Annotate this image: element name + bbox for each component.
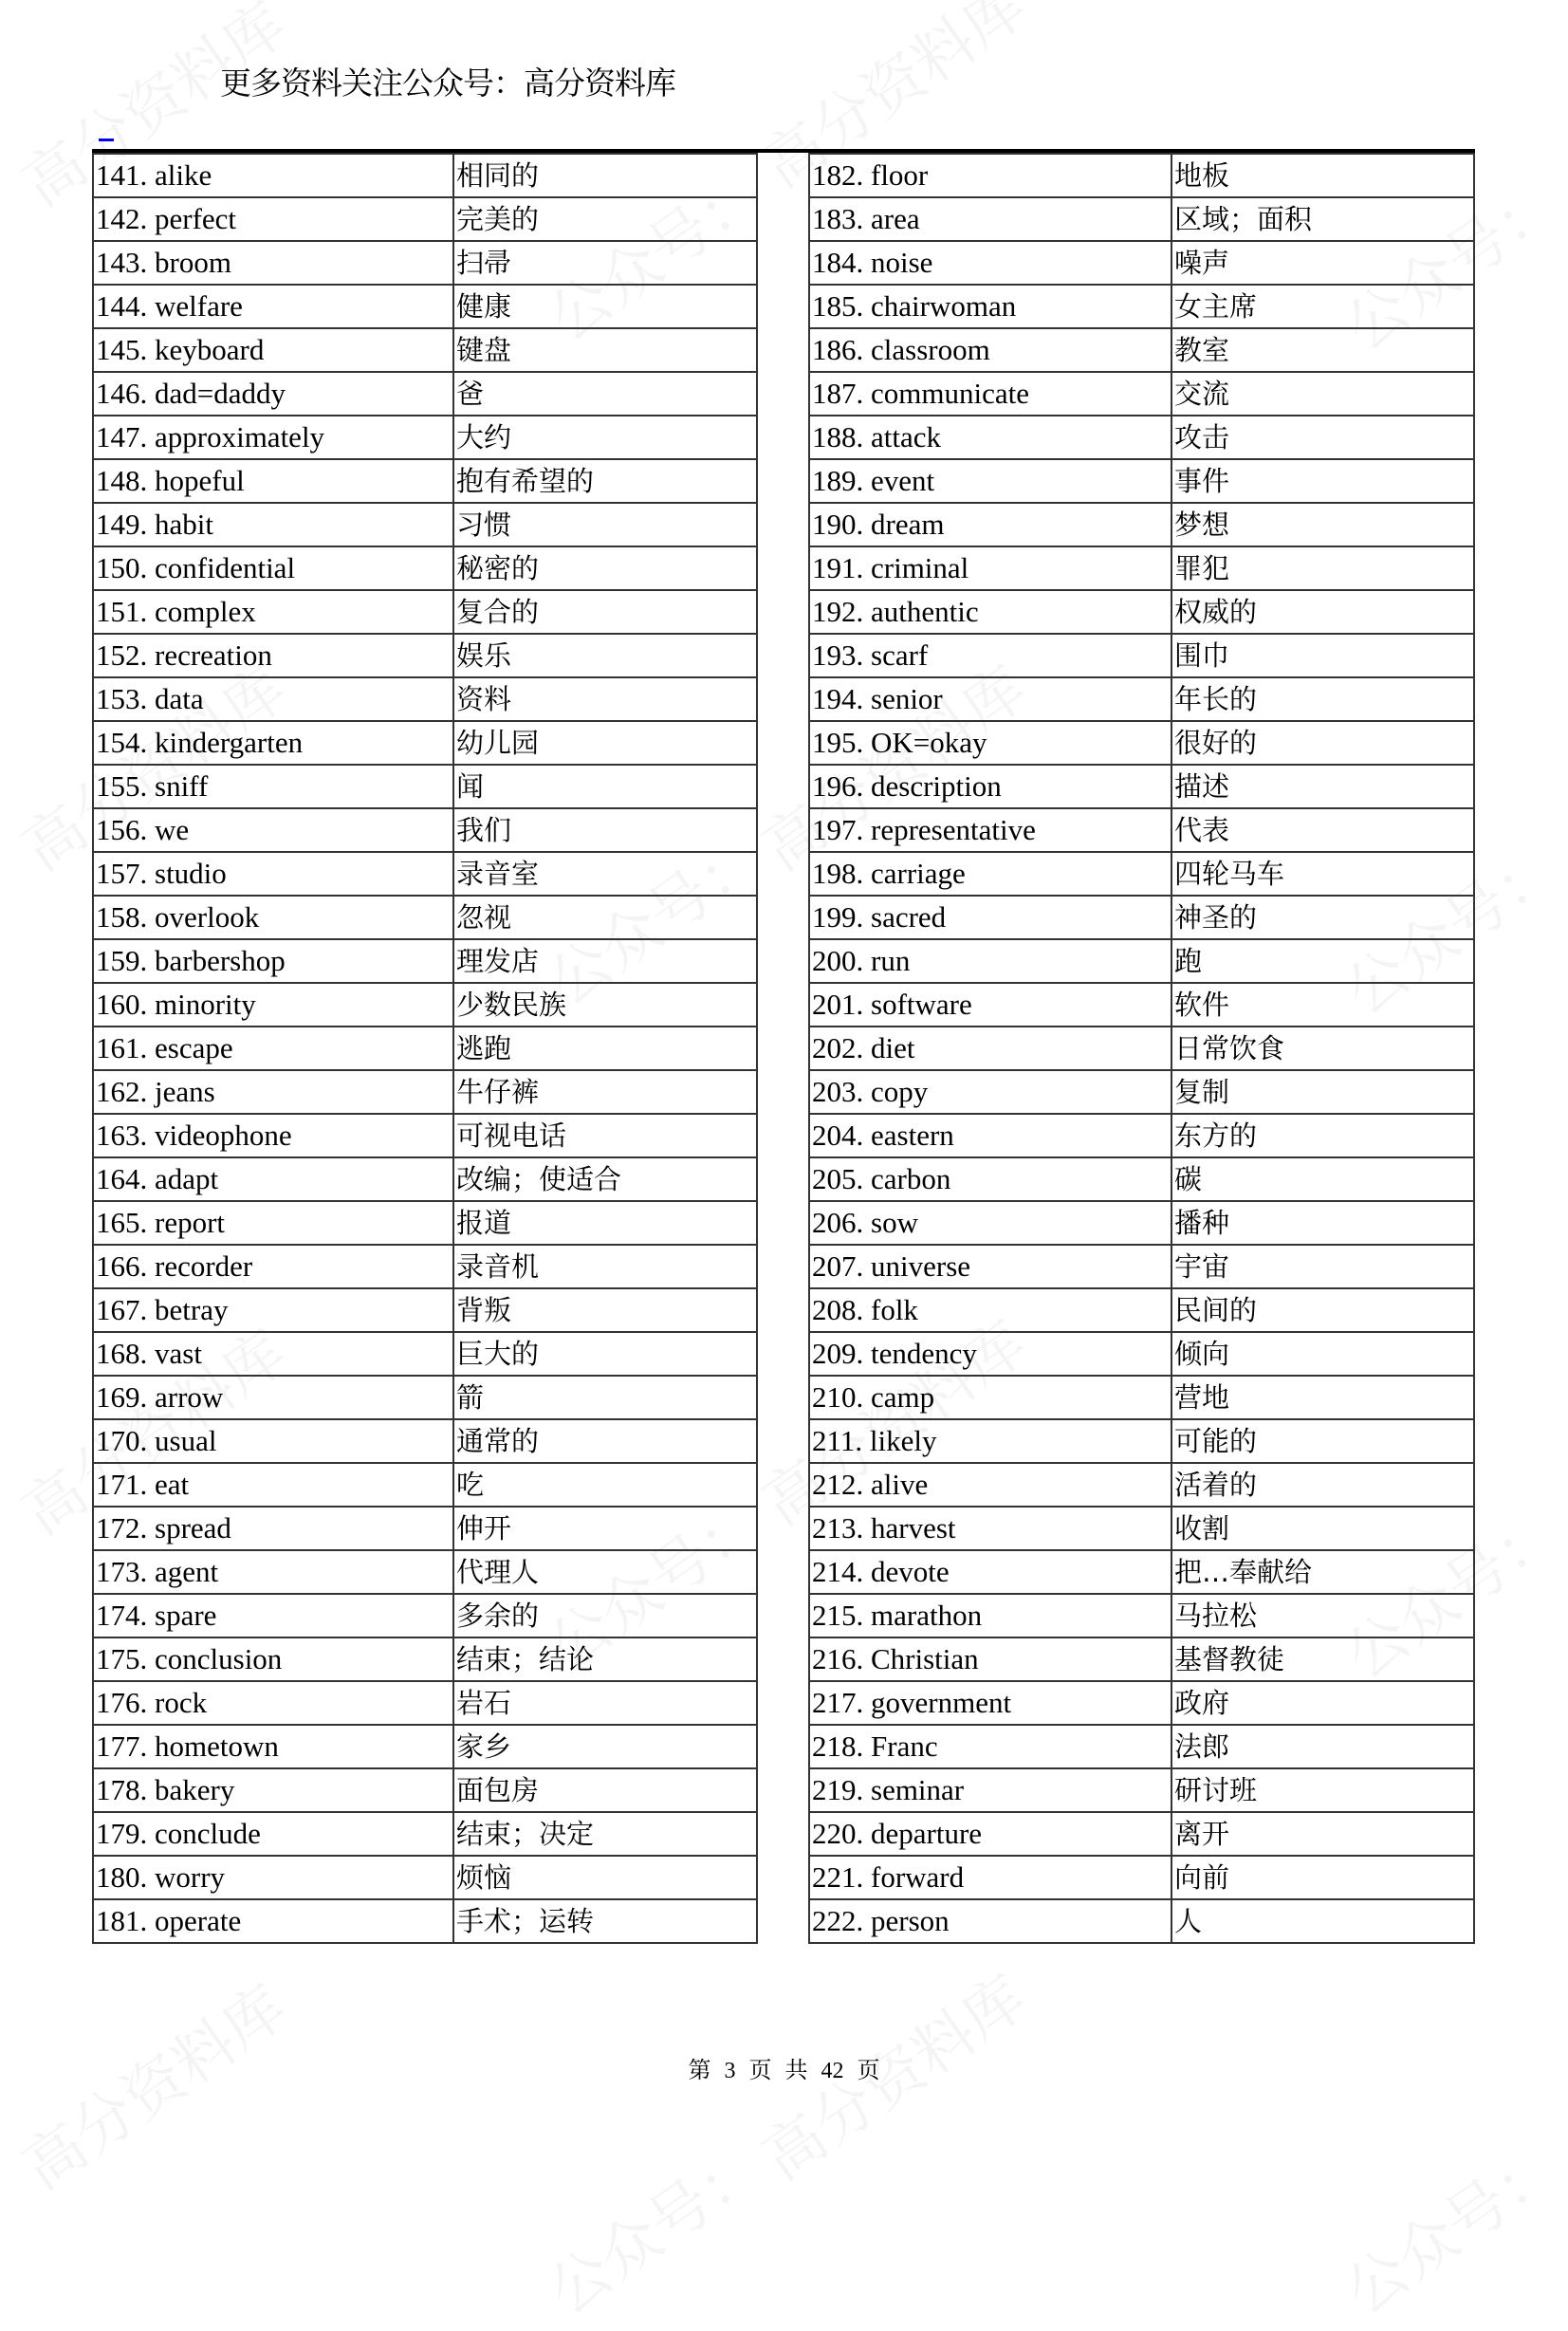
chinese-meaning: 改编；使适合 xyxy=(453,1157,757,1201)
chinese-meaning: 理发店 xyxy=(453,939,757,983)
table-row xyxy=(93,1768,757,1812)
english-word: 168. vast xyxy=(93,1332,453,1376)
chinese-meaning: 碳 xyxy=(1171,1157,1474,1201)
table-row xyxy=(809,808,1474,852)
table-row xyxy=(809,372,1474,416)
chinese-meaning: 多余的 xyxy=(453,1594,757,1637)
table-row xyxy=(809,1157,1474,1201)
table-row xyxy=(809,1856,1474,1899)
chinese-meaning: 权威的 xyxy=(1171,590,1474,634)
chinese-meaning: 烦恼 xyxy=(453,1856,757,1899)
english-word: 155. sniff xyxy=(93,765,453,808)
table-row xyxy=(93,939,757,983)
english-word: 147. approximately xyxy=(93,416,453,459)
table-row xyxy=(809,852,1474,896)
chinese-meaning: 可能的 xyxy=(1171,1419,1474,1463)
table-row xyxy=(809,721,1474,765)
table-row xyxy=(93,1899,757,1943)
table-row xyxy=(93,677,757,721)
english-word: 209. tendency xyxy=(809,1332,1171,1376)
english-word: 212. alive xyxy=(809,1463,1171,1507)
table-row xyxy=(93,546,757,590)
chinese-meaning: 人 xyxy=(1171,1899,1474,1943)
table-row xyxy=(93,983,757,1027)
table-row xyxy=(809,1681,1474,1725)
table-row xyxy=(809,896,1474,939)
english-word: 174. spare xyxy=(93,1594,453,1637)
english-word: 154. kindergarten xyxy=(93,721,453,765)
chinese-meaning: 攻击 xyxy=(1171,416,1474,459)
chinese-meaning: 爸 xyxy=(453,372,757,416)
table-row xyxy=(809,416,1474,459)
table-row xyxy=(93,590,757,634)
table-row xyxy=(93,1812,757,1856)
chinese-meaning: 家乡 xyxy=(453,1725,757,1768)
vocab-table-left xyxy=(92,153,758,1944)
english-word: 220. departure xyxy=(809,1812,1171,1856)
table-row xyxy=(93,1681,757,1725)
table-row xyxy=(809,1768,1474,1812)
table-row xyxy=(809,1201,1474,1245)
table-row xyxy=(809,1245,1474,1288)
chinese-meaning: 收割 xyxy=(1171,1507,1474,1550)
chinese-meaning: 通常的 xyxy=(453,1419,757,1463)
table-row xyxy=(809,1463,1474,1507)
table-row xyxy=(93,896,757,939)
chinese-meaning: 民间的 xyxy=(1171,1288,1474,1332)
chinese-meaning: 基督教徒 xyxy=(1171,1637,1474,1681)
english-word: 164. adapt xyxy=(93,1157,453,1201)
english-word: 170. usual xyxy=(93,1419,453,1463)
table-row xyxy=(809,1070,1474,1114)
table-row xyxy=(809,983,1474,1027)
chinese-meaning: 健康 xyxy=(453,285,757,328)
english-word: 193. scarf xyxy=(809,634,1171,677)
chinese-meaning: 逃跑 xyxy=(453,1027,757,1070)
chinese-meaning: 宇宙 xyxy=(1171,1245,1474,1288)
table-row xyxy=(93,721,757,765)
english-word: 167. betray xyxy=(93,1288,453,1332)
english-word: 150. confidential xyxy=(93,546,453,590)
chinese-meaning: 键盘 xyxy=(453,328,757,372)
chinese-meaning: 可视电话 xyxy=(453,1114,757,1157)
english-word: 194. senior xyxy=(809,677,1171,721)
chinese-meaning: 复制 xyxy=(1171,1070,1474,1114)
english-word: 148. hopeful xyxy=(93,459,453,503)
table-row xyxy=(93,1070,757,1114)
table-row xyxy=(809,285,1474,328)
english-word: 187. communicate xyxy=(809,372,1171,416)
table-row xyxy=(93,1288,757,1332)
table-row xyxy=(93,852,757,896)
table-row xyxy=(809,1419,1474,1463)
chinese-meaning: 研讨班 xyxy=(1171,1768,1474,1812)
table-row xyxy=(809,1114,1474,1157)
table-row xyxy=(93,1507,757,1550)
chinese-meaning: 很好的 xyxy=(1171,721,1474,765)
table-row xyxy=(809,546,1474,590)
chinese-meaning: 东方的 xyxy=(1171,1114,1474,1157)
table-row xyxy=(93,1027,757,1070)
english-word: 204. eastern xyxy=(809,1114,1171,1157)
chinese-meaning: 箭 xyxy=(453,1376,757,1419)
chinese-meaning: 营地 xyxy=(1171,1376,1474,1419)
english-word: 211. likely xyxy=(809,1419,1171,1463)
english-word: 210. camp xyxy=(809,1376,1171,1419)
chinese-meaning: 录音室 xyxy=(453,852,757,896)
english-word: 143. broom xyxy=(93,241,453,285)
table-row xyxy=(93,241,757,285)
table-row xyxy=(93,154,757,197)
table-row xyxy=(809,1899,1474,1943)
table-row xyxy=(809,328,1474,372)
table-row xyxy=(93,285,757,328)
table-row xyxy=(809,503,1474,546)
table-row xyxy=(809,1812,1474,1856)
chinese-meaning: 离开 xyxy=(1171,1812,1474,1856)
chinese-meaning: 秘密的 xyxy=(453,546,757,590)
english-word: 171. eat xyxy=(93,1463,453,1507)
english-word: 176. rock xyxy=(93,1681,453,1725)
table-row xyxy=(809,1550,1474,1594)
table-row xyxy=(93,1725,757,1768)
english-word: 160. minority xyxy=(93,983,453,1027)
chinese-meaning: 女主席 xyxy=(1171,285,1474,328)
chinese-meaning: 面包房 xyxy=(453,1768,757,1812)
english-word: 213. harvest xyxy=(809,1507,1171,1550)
chinese-meaning: 马拉松 xyxy=(1171,1594,1474,1637)
english-word: 183. area xyxy=(809,197,1171,241)
english-word: 205. carbon xyxy=(809,1157,1171,1201)
chinese-meaning: 幼儿园 xyxy=(453,721,757,765)
table-row xyxy=(809,1637,1474,1681)
table-row xyxy=(93,808,757,852)
chinese-meaning: 政府 xyxy=(1171,1681,1474,1725)
table-row xyxy=(93,1856,757,1899)
chinese-meaning: 代理人 xyxy=(453,1550,757,1594)
english-word: 180. worry xyxy=(93,1856,453,1899)
chinese-meaning: 资料 xyxy=(453,677,757,721)
english-word: 203. copy xyxy=(809,1070,1171,1114)
table-row xyxy=(93,1594,757,1637)
english-word: 181. operate xyxy=(93,1899,453,1943)
table-row xyxy=(93,459,757,503)
english-word: 153. data xyxy=(93,677,453,721)
english-word: 201. software xyxy=(809,983,1171,1027)
chinese-meaning: 事件 xyxy=(1171,459,1474,503)
chinese-meaning: 播种 xyxy=(1171,1201,1474,1245)
english-word: 141. alike xyxy=(93,154,453,197)
english-word: 157. studio xyxy=(93,852,453,896)
table-row xyxy=(93,1114,757,1157)
english-word: 189. event xyxy=(809,459,1171,503)
english-word: 218. Franc xyxy=(809,1725,1171,1768)
english-word: 186. classroom xyxy=(809,328,1171,372)
chinese-meaning: 向前 xyxy=(1171,1856,1474,1899)
english-word: 191. criminal xyxy=(809,546,1171,590)
chinese-meaning: 四轮马车 xyxy=(1171,852,1474,896)
english-word: 166. recorder xyxy=(93,1245,453,1288)
english-word: 202. diet xyxy=(809,1027,1171,1070)
english-word: 179. conclude xyxy=(93,1812,453,1856)
chinese-meaning: 岩石 xyxy=(453,1681,757,1725)
table-row xyxy=(93,1376,757,1419)
chinese-meaning: 年长的 xyxy=(1171,677,1474,721)
english-word: 163. videophone xyxy=(93,1114,453,1157)
chinese-meaning: 教室 xyxy=(1171,328,1474,372)
english-word: 222. person xyxy=(809,1899,1171,1943)
english-word: 151. complex xyxy=(93,590,453,634)
chinese-meaning: 背叛 xyxy=(453,1288,757,1332)
link-marker[interactable] xyxy=(99,139,114,141)
english-word: 215. marathon xyxy=(809,1594,1171,1637)
english-word: 185. chairwoman xyxy=(809,285,1171,328)
english-word: 178. bakery xyxy=(93,1768,453,1812)
english-word: 161. escape xyxy=(93,1027,453,1070)
english-word: 182. floor xyxy=(809,154,1171,197)
table-row xyxy=(809,1288,1474,1332)
chinese-meaning: 复合的 xyxy=(453,590,757,634)
chinese-meaning: 吃 xyxy=(453,1463,757,1507)
chinese-meaning: 结束；决定 xyxy=(453,1812,757,1856)
english-word: 177. hometown xyxy=(93,1725,453,1768)
chinese-meaning: 忽视 xyxy=(453,896,757,939)
chinese-meaning: 描述 xyxy=(1171,765,1474,808)
table-row xyxy=(93,765,757,808)
chinese-meaning: 少数民族 xyxy=(453,983,757,1027)
table-row xyxy=(93,634,757,677)
chinese-meaning: 交流 xyxy=(1171,372,1474,416)
chinese-meaning: 活着的 xyxy=(1171,1463,1474,1507)
english-word: 207. universe xyxy=(809,1245,1171,1288)
chinese-meaning: 录音机 xyxy=(453,1245,757,1288)
chinese-meaning: 梦想 xyxy=(1171,503,1474,546)
table-row xyxy=(93,416,757,459)
table-row xyxy=(93,328,757,372)
chinese-meaning: 地板 xyxy=(1171,154,1474,197)
table-row xyxy=(93,1419,757,1463)
english-word: 200. run xyxy=(809,939,1171,983)
chinese-meaning: 法郎 xyxy=(1171,1725,1474,1768)
english-word: 190. dream xyxy=(809,503,1171,546)
english-word: 159. barbershop xyxy=(93,939,453,983)
english-word: 206. sow xyxy=(809,1201,1171,1245)
table-row xyxy=(809,1507,1474,1550)
chinese-meaning: 手术；运转 xyxy=(453,1899,757,1943)
english-word: 158. overlook xyxy=(93,896,453,939)
chinese-meaning: 噪声 xyxy=(1171,241,1474,285)
english-word: 144. welfare xyxy=(93,285,453,328)
chinese-meaning: 我们 xyxy=(453,808,757,852)
table-row xyxy=(809,241,1474,285)
table-row xyxy=(93,1245,757,1288)
chinese-meaning: 罪犯 xyxy=(1171,546,1474,590)
table-row xyxy=(93,372,757,416)
table-row xyxy=(809,197,1474,241)
chinese-meaning: 抱有希望的 xyxy=(453,459,757,503)
english-word: 197. representative xyxy=(809,808,1171,852)
chinese-meaning: 代表 xyxy=(1171,808,1474,852)
english-word: 172. spread xyxy=(93,1507,453,1550)
english-word: 208. folk xyxy=(809,1288,1171,1332)
table-row xyxy=(809,1332,1474,1376)
table-row xyxy=(93,1463,757,1507)
table-row xyxy=(93,1637,757,1681)
table-row xyxy=(809,1376,1474,1419)
english-word: 196. description xyxy=(809,765,1171,808)
english-word: 145. keyboard xyxy=(93,328,453,372)
english-word: 152. recreation xyxy=(93,634,453,677)
english-word: 146. dad=daddy xyxy=(93,372,453,416)
english-word: 199. sacred xyxy=(809,896,1171,939)
english-word: 192. authentic xyxy=(809,590,1171,634)
page-header: 更多资料关注公众号：高分资料库 xyxy=(220,65,675,102)
chinese-meaning: 扫帚 xyxy=(453,241,757,285)
table-row xyxy=(93,1201,757,1245)
page-number: 第 3 页 共 42 页 xyxy=(688,2059,880,2083)
english-word: 142. perfect xyxy=(93,197,453,241)
english-word: 162. jeans xyxy=(93,1070,453,1114)
chinese-meaning: 报道 xyxy=(453,1201,757,1245)
chinese-meaning: 围巾 xyxy=(1171,634,1474,677)
chinese-meaning: 伸开 xyxy=(453,1507,757,1550)
table-row xyxy=(809,459,1474,503)
english-word: 216. Christian xyxy=(809,1637,1171,1681)
chinese-meaning: 大约 xyxy=(453,416,757,459)
english-word: 221. forward xyxy=(809,1856,1171,1899)
watermark-text xyxy=(1325,2120,1568,2331)
chinese-meaning: 结束；结论 xyxy=(453,1637,757,1681)
table-row xyxy=(93,1550,757,1594)
table-row xyxy=(93,1332,757,1376)
chinese-meaning: 日常饮食 xyxy=(1171,1027,1474,1070)
table-row xyxy=(809,1027,1474,1070)
table-row xyxy=(93,197,757,241)
chinese-meaning: 闻 xyxy=(453,765,757,808)
english-word: 195. OK=okay xyxy=(809,721,1171,765)
watermark-text xyxy=(528,2120,777,2331)
table-row xyxy=(809,677,1474,721)
english-word: 184. noise xyxy=(809,241,1171,285)
english-word: 198. carriage xyxy=(809,852,1171,896)
chinese-meaning: 娱乐 xyxy=(453,634,757,677)
english-word: 214. devote xyxy=(809,1550,1171,1594)
english-word: 149. habit xyxy=(93,503,453,546)
chinese-meaning: 巨大的 xyxy=(453,1332,757,1376)
english-word: 156. we xyxy=(93,808,453,852)
english-word: 173. agent xyxy=(93,1550,453,1594)
table-row xyxy=(809,590,1474,634)
chinese-meaning: 倾向 xyxy=(1171,1332,1474,1376)
table-row xyxy=(809,1725,1474,1768)
english-word: 175. conclusion xyxy=(93,1637,453,1681)
table-row xyxy=(93,1157,757,1201)
table-row xyxy=(809,1594,1474,1637)
english-word: 165. report xyxy=(93,1201,453,1245)
table-row xyxy=(809,939,1474,983)
chinese-meaning: 神圣的 xyxy=(1171,896,1474,939)
table-row xyxy=(809,765,1474,808)
chinese-meaning: 跑 xyxy=(1171,939,1474,983)
english-word: 188. attack xyxy=(809,416,1171,459)
english-word: 169. arrow xyxy=(93,1376,453,1419)
chinese-meaning: 牛仔裤 xyxy=(453,1070,757,1114)
english-word: 217. government xyxy=(809,1681,1171,1725)
chinese-meaning: 习惯 xyxy=(453,503,757,546)
table-row xyxy=(93,503,757,546)
vocab-table-right xyxy=(808,153,1475,1944)
table-row xyxy=(809,634,1474,677)
english-word: 219. seminar xyxy=(809,1768,1171,1812)
table-row xyxy=(809,154,1474,197)
chinese-meaning: 完美的 xyxy=(453,197,757,241)
chinese-meaning: 把…奉献给 xyxy=(1171,1550,1474,1594)
chinese-meaning: 区域；面积 xyxy=(1171,197,1474,241)
chinese-meaning: 相同的 xyxy=(453,154,757,197)
chinese-meaning: 软件 xyxy=(1171,983,1474,1027)
